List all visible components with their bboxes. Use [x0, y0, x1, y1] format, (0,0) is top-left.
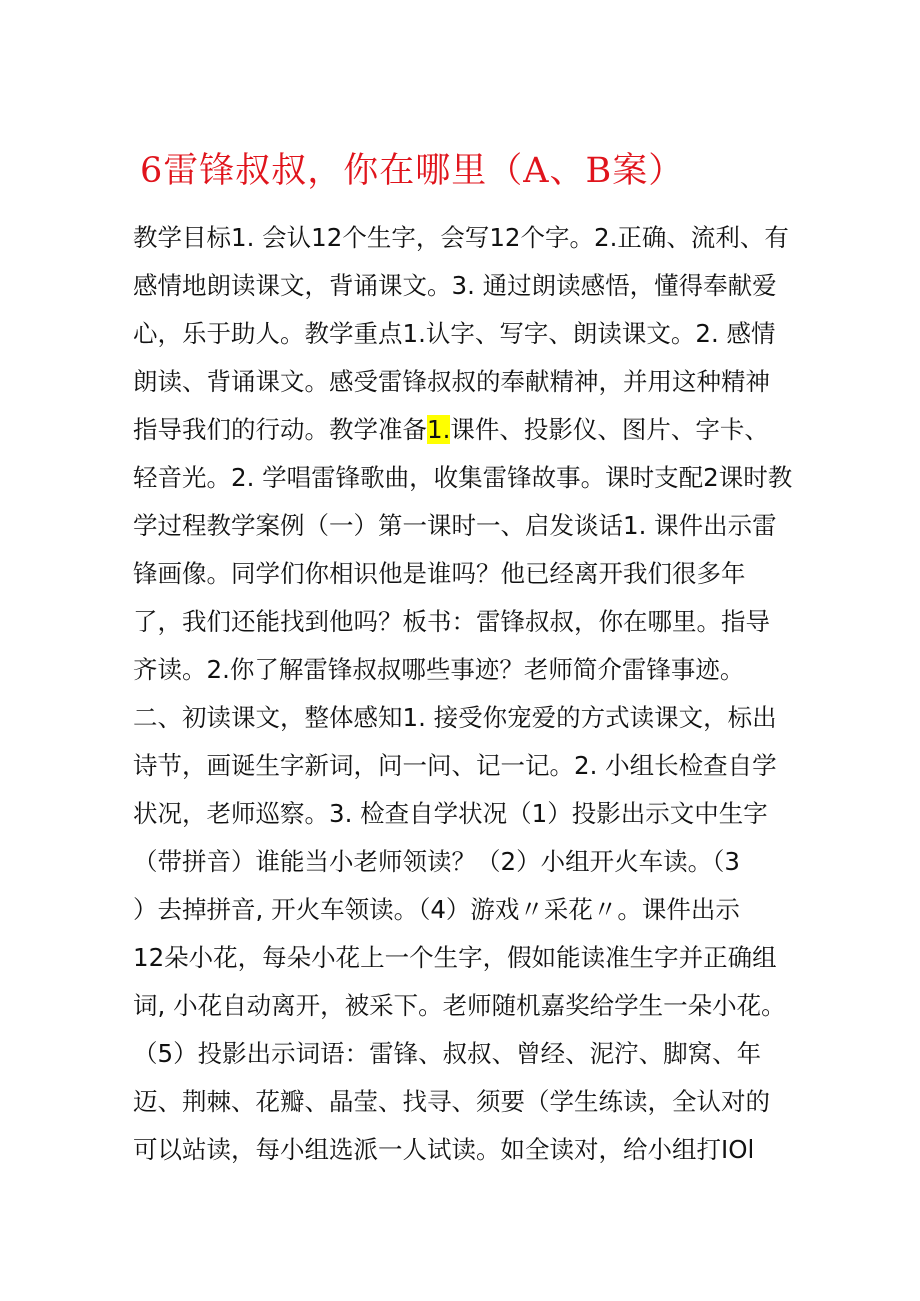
text-line: 迈、荆棘、花瓣、晶莹、找寻、须要（学生练读，全认对的: [133, 1087, 770, 1116]
document-title: 6雷锋叔叔，你在哪里（A、B案）: [140, 151, 685, 191]
text-line: 词, 小花自动离开，被采下。老师随机嘉奖给学生一朵小花。: [133, 991, 786, 1020]
text-line: 锋画像。同学们你相识他是谁吗？他已经离开我们很多年: [133, 559, 746, 588]
text-line: 学过程教学案例（一）第一课时一、启发谈话1. 课件出示雷: [133, 511, 777, 540]
text-line: 可以站读，每小组选派一人试读。如全读对，给小组打IOl: [133, 1135, 755, 1164]
text-line: 状况，老师巡察。3. 检查自学状况（1）投影出示文中生字: [133, 799, 768, 828]
text-line: 教学目标1. 会认12个生字，会写12个字。2.正确、流利、有: [133, 223, 789, 252]
text-line: 朗读、背诵课文。感受雷锋叔叔的奉献精神，并用这种精神: [133, 367, 770, 396]
highlighted-text: 1.: [427, 415, 451, 444]
text-segment: 指导我们的行动。教学准备: [133, 415, 427, 444]
text-line: 轻音光。2. 学唱雷锋歌曲，收集雷锋故事。课时支配2课时教: [133, 463, 793, 492]
text-line: 诗节，画诞生字新词，问一问、记一记。2. 小组长检查自学: [133, 751, 777, 780]
text-line: （带拼音）谁能当小老师领读？（2）小组开火车读。（3: [133, 847, 740, 876]
text-line-with-highlight: [133, 410, 769, 450]
text-line: 心，乐于助人。教学重点1.认字、写字、朗读课文。2. 感情: [133, 319, 776, 348]
text-line: 了，我们还能找到他吗？板书：雷锋叔叔，你在哪里。指导: [133, 607, 770, 636]
text-line: 感情地朗读课文，背诵课文。3. 通过朗读感悟，懂得奉献爱: [133, 271, 777, 300]
text-line: 二、初读课文，整体感知1. 接受你宠爱的方式读课文，标出: [133, 703, 777, 732]
text-line: ）去掉拼音, 开火车领读。（4）游戏〃采花〃。课件出示: [133, 895, 740, 924]
text-line: 齐读。2.你了解雷锋叔叔哪些事迹？老师简介雷锋事迹。: [133, 655, 745, 684]
text-line: 12朵小花，每朵小花上一个生字，假如能读准生字并正确组: [133, 943, 777, 972]
text-line: （5）投影出示词语：雷锋、叔叔、曾经、泥泞、脚窝、年: [133, 1039, 762, 1068]
text-segment: 课件、投影仪、图片、字卡、: [450, 415, 769, 444]
